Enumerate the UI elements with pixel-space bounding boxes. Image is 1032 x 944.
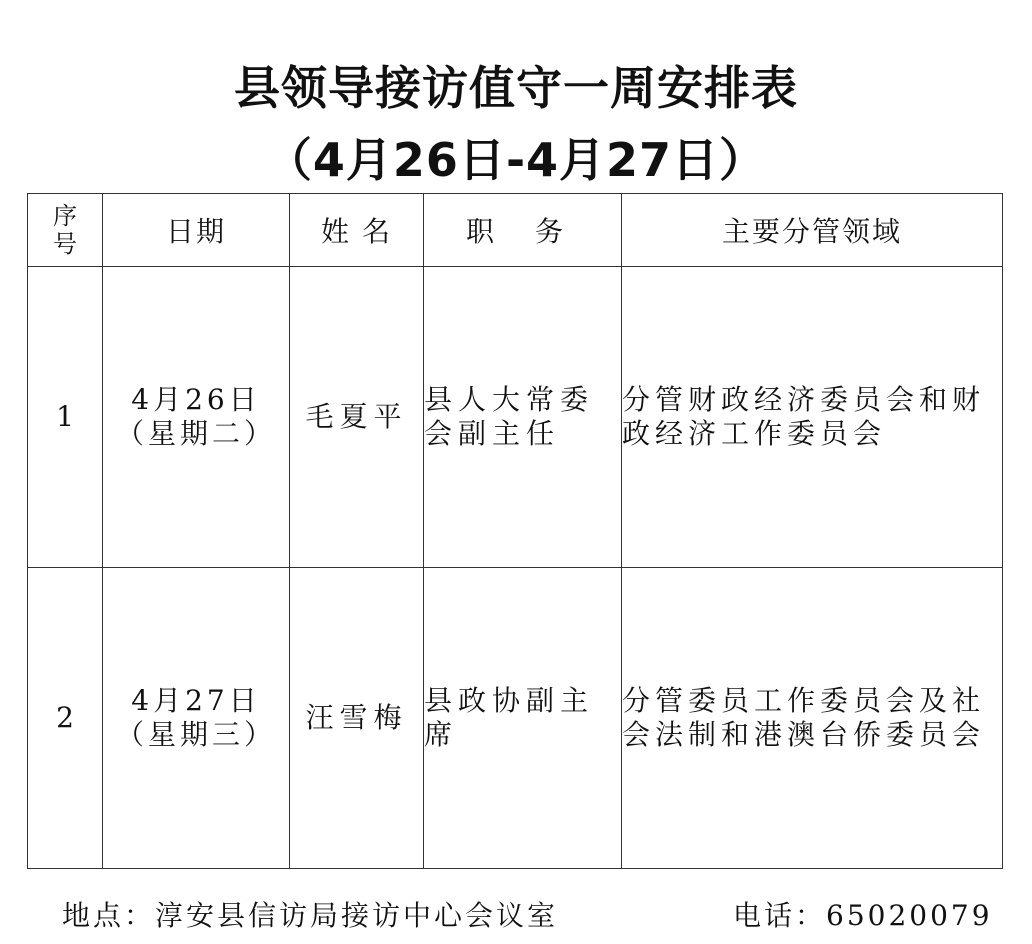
- header-position: 职 务: [424, 194, 622, 267]
- header-scope: 主要分管领域: [622, 194, 1003, 267]
- schedule-table: [27, 193, 1003, 869]
- row-scope: [622, 568, 1003, 869]
- row-name: 汪雪梅: [290, 568, 424, 869]
- row-scope: [622, 267, 1003, 568]
- row-name: 毛夏平: [290, 267, 424, 568]
- header-name: 姓 名: [290, 194, 424, 267]
- page-title: 县领导接访值守一周安排表: [234, 61, 798, 115]
- row-position-text: 县政协副主席: [424, 684, 595, 751]
- row-position-text: 县人大常委会副主任: [424, 383, 595, 450]
- row-date-value: 4月26日: [131, 383, 261, 416]
- footer-phone: 电话：65020079: [733, 899, 993, 932]
- row-date: [103, 568, 290, 869]
- footer-location: 地点：淳安县信访局接访中心会议室: [62, 899, 559, 932]
- row-scope-text: 分管财政经济委员会和财政经济工作委员会: [622, 383, 986, 450]
- row-weekday: （星期三）: [115, 718, 276, 751]
- row-position: [424, 568, 622, 869]
- row-weekday: （星期二）: [115, 417, 276, 450]
- table-row: [28, 568, 1003, 869]
- header-seq-label: 序号: [53, 202, 77, 258]
- row-seq: 1: [28, 267, 103, 568]
- row-date-value: 4月27日: [131, 684, 261, 717]
- row-seq: 2: [28, 568, 103, 869]
- row-date: [103, 267, 290, 568]
- header-date: 日期: [103, 194, 290, 267]
- table-row: [28, 267, 1003, 568]
- table-header-row: [28, 194, 1003, 267]
- row-position: [424, 267, 622, 568]
- row-scope-text: 分管委员工作委员会及社会法制和港澳台侨委员会: [622, 684, 986, 751]
- page-subtitle-date-range: （4月26日-4月27日）: [265, 133, 767, 187]
- header-seq: [28, 194, 103, 267]
